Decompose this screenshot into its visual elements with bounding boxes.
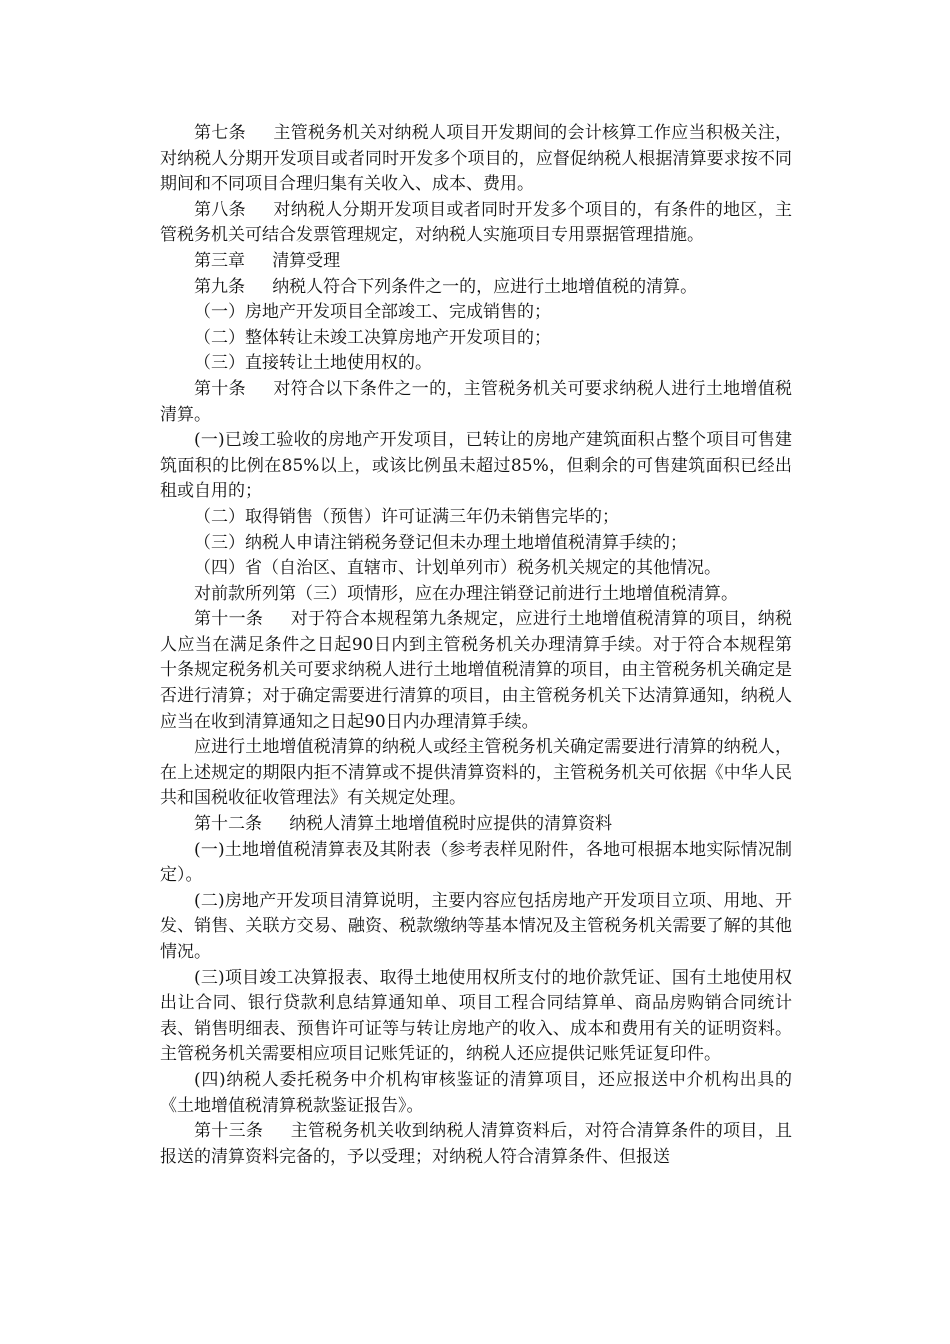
article-11 — [160, 607, 792, 735]
article-heading: 第十三条 — [194, 1121, 264, 1142]
article-12 — [160, 812, 792, 838]
article-heading: 第九条 — [194, 276, 245, 297]
list-item: （二）整体转让未竣工决算房地产开发项目的； — [194, 327, 551, 348]
article-text: 对符合以下条件之一的，主管税务机关可要求纳税人进行土地增值税清算。 — [160, 378, 793, 425]
article-heading: 第七条 — [194, 123, 246, 143]
list-item: （三）纳税人申请注销税务登记但未办理土地增值税清算手续的； — [194, 532, 687, 553]
list-item: （四）省（自治区、直辖市、计划单列市）税务机关规定的其他情况。 — [194, 558, 721, 579]
article-text: 主管税务机关收到纳税人清算资料后，对符合清算条件的项目，且报送的清算资料完备的，予以受理；对纳税人符合清算条件、但报送 — [160, 1121, 793, 1167]
paragraph: 应进行土地增值税清算的纳税人或经主管税务机关确定需要进行清算的纳税人，在上述规定的期限内拒不清算或不提供清算资料的，主管税务机关可依据《中华人民共和国税收征收管理法》有关规定处理。 — [160, 737, 792, 809]
article-heading: 第十条 — [194, 378, 246, 399]
article-heading: 第十一条 — [194, 609, 264, 630]
list-item: （二）取得销售（预售）许可证满三年仍未销售完毕的； — [194, 506, 619, 527]
article-text: 纳税人符合下列条件之一的，应进行土地增值税的清算。 — [272, 276, 698, 297]
article-text: 纳税人清算土地增值税时应提供的清算资料 — [289, 814, 613, 835]
list-item: （三）直接转让土地使用权的。 — [194, 353, 432, 374]
paragraph: 对前款所列第（三）项情形，应在办理注销登记前进行土地增值税清算。 — [194, 583, 738, 604]
list-item: （一）房地产开发项目全部竣工、完成销售的； — [194, 302, 551, 323]
article-7 — [160, 121, 792, 198]
list-item: (二)房地产开发项目清算说明，主要内容应包括房地产开发项目立项、用地、开发、销售、关联方交易、融资、税款缴纳等基本情况及主管税务机关需要了解的其他情况。 — [160, 890, 792, 962]
article-13 — [160, 1119, 792, 1170]
list-item: (三)项目竣工决算报表、取得土地使用权所支付的地价款凭证、国有土地使用权出让合同、银行贷款利息结算通知单、项目工程合同结算单、商品房购销合同统计表、销售明细表、预售许可证等与转让房地产的收入、成本和费用有关的证明资料。主管税务机关需要相应项目记账凭证的，纳税人还应提供记账凭证复印件。 — [160, 967, 792, 1065]
article-heading: 第八条 — [194, 199, 246, 220]
list-item: (四)纳税人委托税务中介机构审核鉴证的清算项目，还应报送中介机构出具的《土地增值税清算税款鉴证报告》。 — [160, 1069, 792, 1116]
article-text: 主管税务机关对纳税人项目开发期间的会计核算工作应当积极关注，对纳税人分期开发项目或者同时开发多个项目的，应督促纳税人根据清算要求按不同期间和不同项目合理归集有关收入、成本、费用。 — [160, 123, 793, 195]
chapter-3 — [160, 249, 792, 275]
article-10 — [160, 377, 792, 428]
chapter-heading: 第三章 — [194, 250, 245, 271]
document-body — [160, 121, 792, 1170]
list-item: (一)土地增值税清算表及其附表（参考表样见附件，各地可根据本地实际情况制定）。 — [160, 839, 792, 886]
article-9 — [160, 275, 792, 301]
list-item: (一)已竣工验收的房地产开发项目，已转让的房地产建筑面积占整个项目可售建筑面积的比例在85%以上，或该比例虽未超过85%，但剩余的可售建筑面积已经出租或自用的； — [160, 430, 792, 502]
article-text: 对纳税人分期开发项目或者同时开发多个项目的，有条件的地区，主管税务机关可结合发票管理规定，对纳税人实施项目专用票据管理措施。 — [160, 199, 793, 246]
article-heading: 第十二条 — [194, 814, 262, 835]
article-8 — [160, 198, 792, 249]
article-text: 对于符合本规程第九条规定，应进行土地增值税清算的项目，纳税人应当在满足条件之日起90日内到主管税务机关办理清算手续。对于符合本规程第十条规定税务机关可要求纳税人进行土地增值税清算的项目，由主管税务机关确定是否进行清算；对于确定需要进行清算的项目，由主管税务机关下达清算通知，纳税人应当在收到清算通知之日起90日内办理清算手续。 — [160, 609, 793, 732]
chapter-title: 清算受理 — [272, 250, 341, 271]
